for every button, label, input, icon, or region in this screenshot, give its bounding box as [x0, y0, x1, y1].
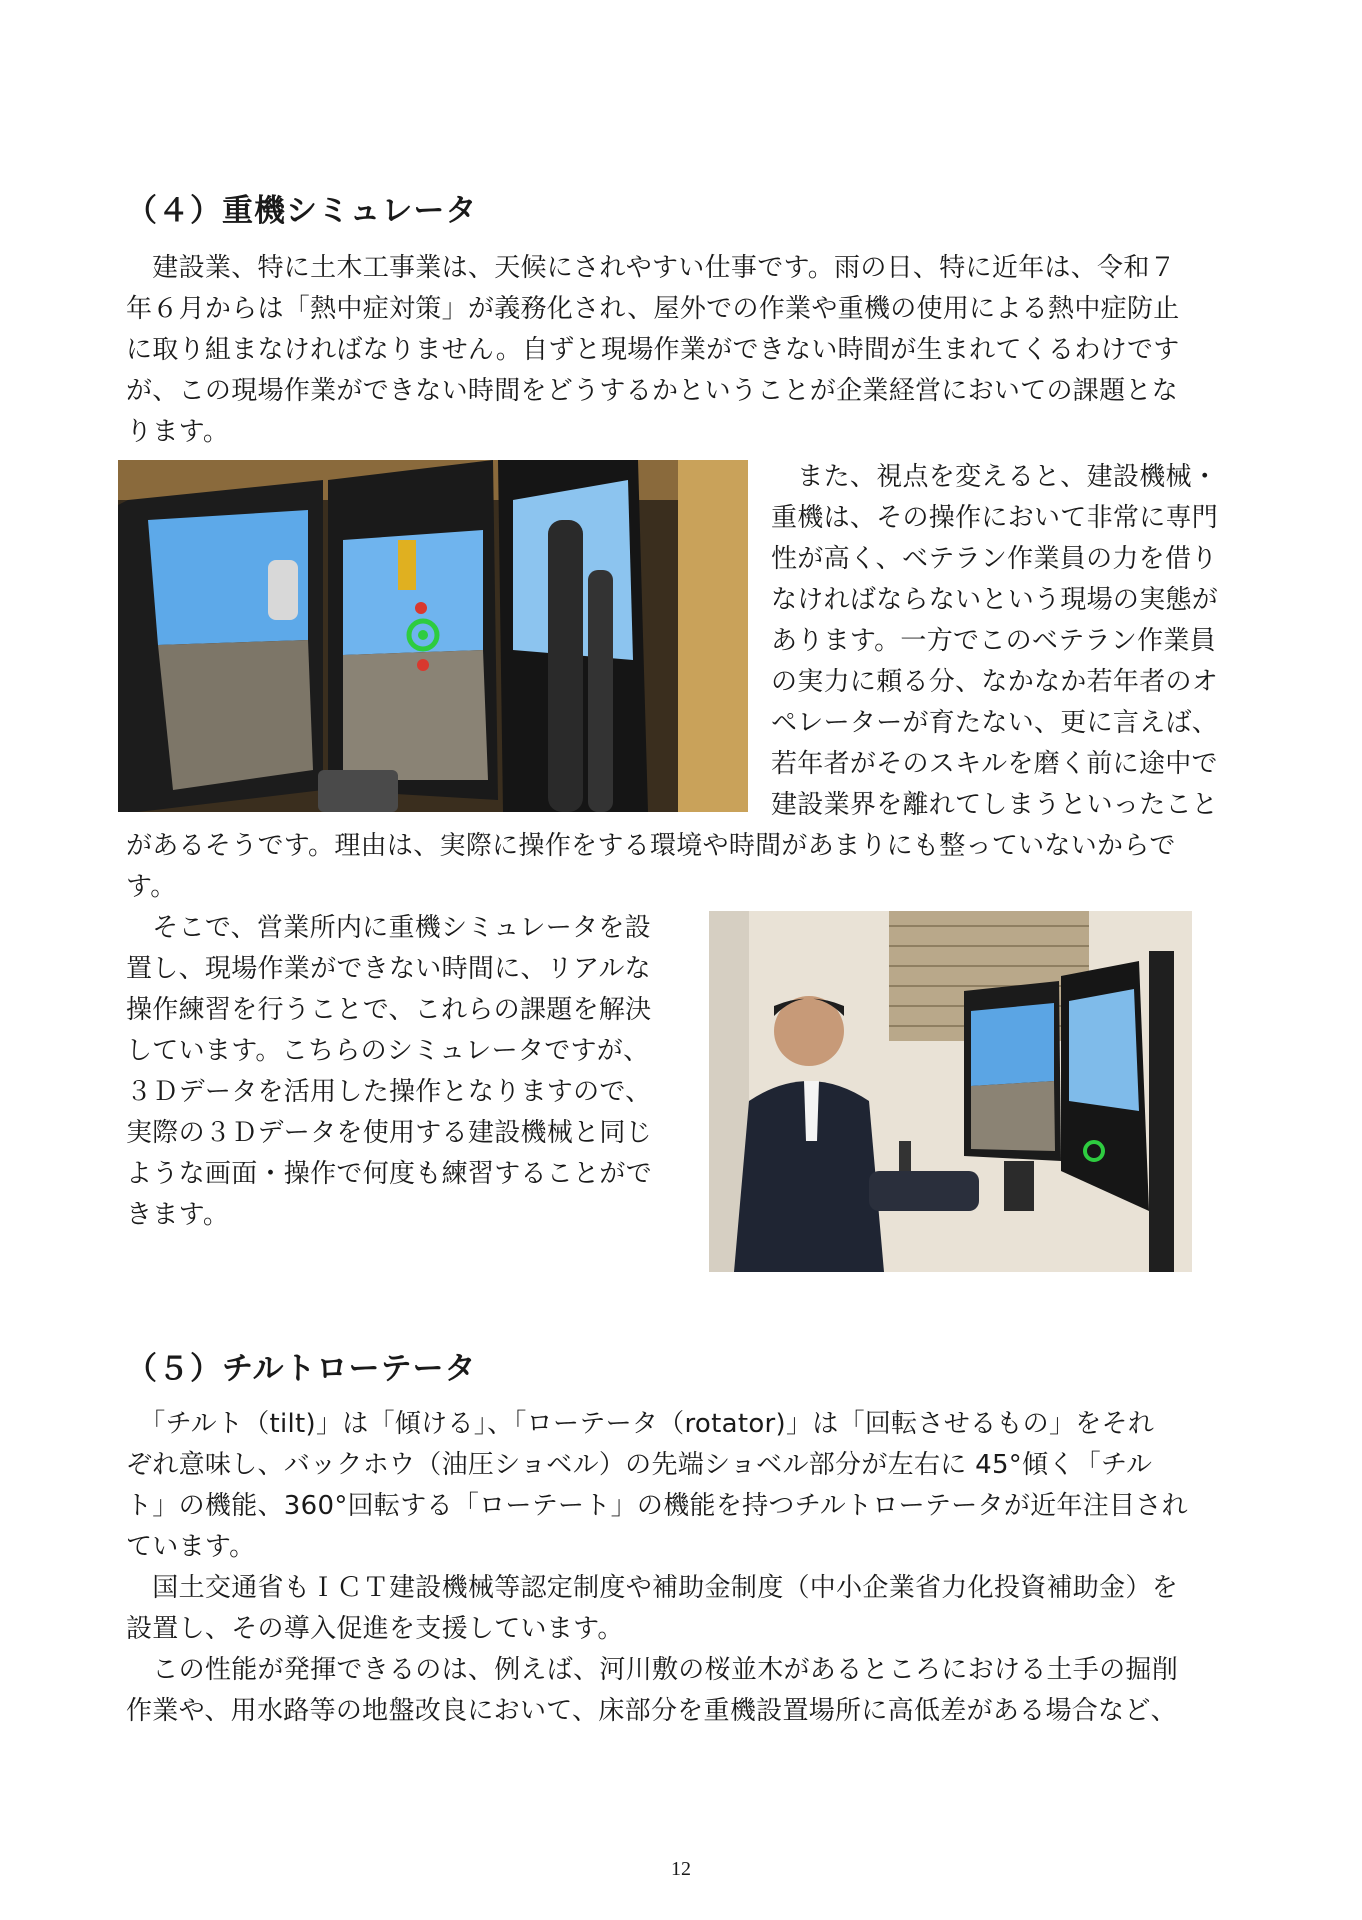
text-line: 操作練習を行うことで、これらの課題を解決: [126, 995, 652, 1025]
text-line: ペレーターが育たない、更に言えば、: [771, 708, 1219, 738]
text-line: 建設業界を離れてしまうといったこと: [771, 790, 1219, 820]
section-4-heading: （４）重機シミュレータ: [126, 193, 478, 229]
text-line: 若年者がそのスキルを磨く前に途中で: [771, 749, 1218, 779]
text-line: ト」の機能、360°回転する「ローテート」の機能を持つチルトローテータが近年注目され: [126, 1491, 1188, 1521]
simulator-screens-photo: [118, 460, 748, 812]
text-line: の実力に頼る分、なかなか若年者のオ: [771, 667, 1219, 697]
text-line: に取り組まなければなりません。自ずと現場作業ができない時間が生まれてくるわけです: [126, 335, 1180, 365]
page-number: 12: [671, 1858, 691, 1880]
text-line: があるそうです。理由は、実際に操作をする環境や時間があまりにも整っていないからで: [126, 831, 1176, 861]
text-line: 建設業、特に土木工事業は、天候にされやすい仕事です。雨の日、特に近年は、令和７: [126, 253, 1176, 283]
operator-simulator-photo: [709, 911, 1192, 1272]
text-line: ています。: [126, 1532, 256, 1562]
text-line: が、この現場作業ができない時間をどうするかということが企業経営においての課題とな: [126, 376, 1179, 406]
text-line: ります。: [126, 417, 230, 447]
text-line: なければならないという現場の実態が: [771, 585, 1219, 615]
text-line: また、視点を変えると、建設機械・: [771, 462, 1219, 492]
section-5-heading: （５）チルトローテータ: [126, 1351, 477, 1387]
text-line: 実際の３Ｄデータを使用する建設機械と同じ: [126, 1118, 653, 1148]
text-line: しています。こちらのシミュレータですが、: [126, 1036, 650, 1066]
text-line: そこで、営業所内に重機シミュレータを設: [126, 913, 651, 943]
text-line: ぞれ意味し、バックホウ（油圧ショベル）の先端ショベル部分が左右に 45°傾く「チル: [126, 1450, 1153, 1480]
text-line: あります。一方でこのベテラン作業員: [771, 626, 1217, 656]
text-line: 性が高く、ベテラン作業員の力を借り: [771, 544, 1218, 574]
text-line: 年６月からは「熱中症対策」が義務化され、屋外での作業や重機の使用による熱中症防止: [126, 294, 1180, 324]
text-line: す。: [126, 872, 177, 902]
text-line: 設置し、その導入促進を支援しています。: [126, 1614, 624, 1644]
text-line: 「チルト（tilt)」は「傾ける」、「ローテータ（rotator)」は「回転させるもの」をそれ: [126, 1409, 1155, 1439]
text-line: 国土交通省もＩＣＴ建設機械等認定制度や補助金制度（中小企業省力化投資補助金）を: [126, 1573, 1179, 1603]
text-line: ような画面・操作で何度も練習することがで: [126, 1159, 653, 1189]
text-line: きます。: [126, 1200, 230, 1230]
text-line: 置し、現場作業ができない時間に、リアルな: [126, 954, 651, 984]
text-line: ３Ｄデータを活用した操作となりますので、: [126, 1077, 652, 1107]
text-line: 重機は、その操作において非常に専門: [771, 503, 1219, 533]
text-line: 作業や、用水路等の地盤改良において、床部分を重機設置場所に高低差がある場合など、: [126, 1696, 1177, 1726]
text-line: この性能が発揮できるのは、例えば、河川敷の桜並木があるところにおける土手の掘削: [126, 1655, 1179, 1685]
